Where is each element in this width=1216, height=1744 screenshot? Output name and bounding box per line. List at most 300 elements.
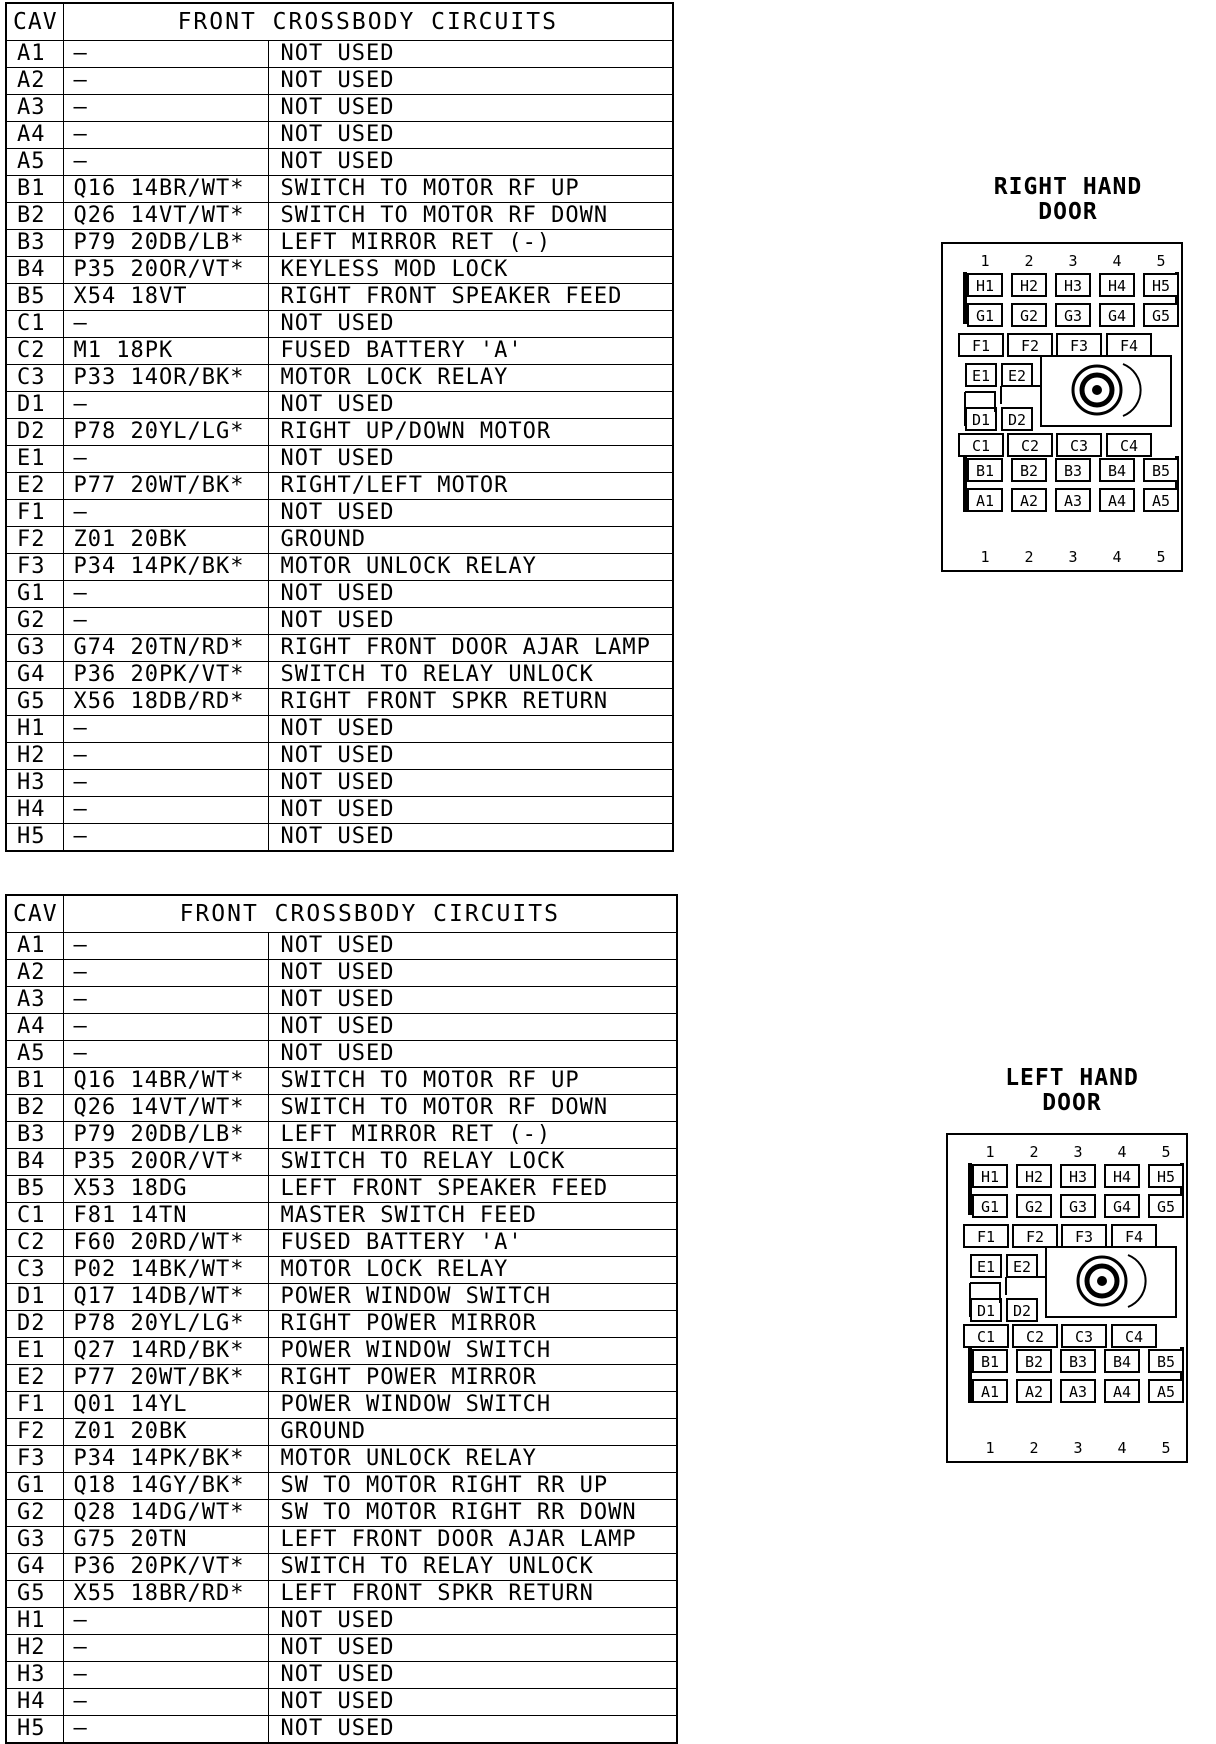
table-row	[6, 1500, 677, 1527]
cavity-pin	[1105, 1380, 1139, 1402]
column-number-label: 4	[1117, 1143, 1127, 1161]
table-row	[6, 1581, 677, 1608]
wire-cell: G74 20TN/RD*	[63, 635, 268, 662]
table-row	[6, 1041, 677, 1068]
cavity-cell: B3	[6, 230, 63, 257]
cavity-cell: A1	[6, 41, 63, 68]
table-row	[6, 1635, 677, 1662]
circuit-cell: NOT USED	[268, 743, 673, 770]
table-row	[6, 1527, 677, 1554]
cavity-cell: H4	[6, 797, 63, 824]
column-number-label: 4	[1117, 1439, 1127, 1457]
circuit-cell: LEFT FRONT SPKR RETURN	[268, 1581, 677, 1608]
table-row	[6, 1716, 677, 1744]
cavity-pin	[1100, 489, 1134, 511]
right-door-pinout-table	[5, 2, 674, 852]
column-number-label: 4	[1112, 252, 1122, 270]
table-row	[6, 68, 673, 95]
cavity-cell: F2	[6, 1419, 63, 1446]
circuit-cell: SW TO MOTOR RIGHT RR UP	[268, 1473, 677, 1500]
cavity-cell: C3	[6, 1257, 63, 1284]
table-row	[6, 365, 673, 392]
cavity-label: H2	[1024, 1168, 1044, 1186]
cavity-label: E1	[976, 1258, 996, 1276]
wire-cell: Z01 20BK	[63, 527, 268, 554]
table-row	[6, 1392, 677, 1419]
column-number-label: 1	[985, 1439, 995, 1457]
cavity-pin	[1061, 1350, 1095, 1372]
wire-cell: X56 18DB/RD*	[63, 689, 268, 716]
cavity-cell: D1	[6, 392, 63, 419]
cavity-cell: B2	[6, 203, 63, 230]
title-line-2: DOOR	[1038, 199, 1098, 225]
wire-cell: —	[63, 500, 268, 527]
cavity-label: E2	[1007, 367, 1027, 385]
cavity-cell: B4	[6, 257, 63, 284]
cavity-label: G1	[980, 1198, 1000, 1216]
cavity-cell: A5	[6, 149, 63, 176]
cavity-label: H1	[980, 1168, 1000, 1186]
cavity-label: B1	[980, 1353, 1000, 1371]
connector-face	[943, 244, 1185, 574]
table-row	[6, 1554, 677, 1581]
cavity-cell: F1	[6, 500, 63, 527]
cavity-pin	[1013, 1325, 1057, 1347]
cavity-pin	[1017, 1195, 1051, 1217]
column-number-label: 3	[1073, 1143, 1083, 1161]
cavity-label: F1	[971, 337, 991, 355]
cavity-cell: B5	[6, 1176, 63, 1203]
cavity-label: H5	[1151, 277, 1171, 295]
table-row	[6, 635, 673, 662]
bolt-center	[1092, 385, 1102, 395]
cavity-pin	[1056, 459, 1090, 481]
wire-cell: Q26 14VT/WT*	[63, 203, 268, 230]
circuit-cell: RIGHT POWER MIRROR	[268, 1311, 677, 1338]
column-number-label: 3	[1068, 252, 1078, 270]
wire-cell: F81 14TN	[63, 1203, 268, 1230]
wire-cell: P34 14PK/BK*	[63, 554, 268, 581]
table-row	[6, 1230, 677, 1257]
cavity-pin	[1002, 364, 1032, 386]
circuit-cell: GROUND	[268, 527, 673, 554]
cavity-label: G3	[1063, 307, 1083, 325]
table-row	[6, 473, 673, 500]
circuit-cell: RIGHT POWER MIRROR	[268, 1365, 677, 1392]
circuit-cell: NOT USED	[268, 960, 677, 987]
wire-cell: P34 14PK/BK*	[63, 1446, 268, 1473]
cavity-cell: B4	[6, 1149, 63, 1176]
circuit-cell: MOTOR UNLOCK RELAY	[268, 554, 673, 581]
table-row	[6, 1338, 677, 1365]
cavity-cell: C1	[6, 311, 63, 338]
circuit-cell: SWITCH TO MOTOR RF DOWN	[268, 203, 673, 230]
cavity-cell: G5	[6, 1581, 63, 1608]
table-row	[6, 1446, 677, 1473]
wire-cell: G75 20TN	[63, 1527, 268, 1554]
wire-cell: —	[63, 311, 268, 338]
cavity-label: C1	[971, 437, 991, 455]
column-number-label: 2	[1029, 1439, 1039, 1457]
cavity-cell: G1	[6, 1473, 63, 1500]
table-row	[6, 1149, 677, 1176]
table-row	[6, 1662, 677, 1689]
table-row	[6, 122, 673, 149]
wire-cell: P77 20WT/BK*	[63, 1365, 268, 1392]
cavity-cell: A2	[6, 960, 63, 987]
table-row	[6, 527, 673, 554]
cavity-pin	[971, 1299, 1001, 1321]
wire-cell: M1 18PK	[63, 338, 268, 365]
table-row	[6, 987, 677, 1014]
wire-cell: Q28 14DG/WT*	[63, 1500, 268, 1527]
cavity-label: D2	[1007, 411, 1027, 429]
cavity-pin	[1105, 1350, 1139, 1372]
cavity-pin	[973, 1350, 1007, 1372]
wire-cell: X53 18DG	[63, 1176, 268, 1203]
table-row	[6, 608, 673, 635]
circuit-cell: SWITCH TO RELAY UNLOCK	[268, 1554, 677, 1581]
column-number-label: 3	[1073, 1439, 1083, 1457]
cavity-pin	[1017, 1165, 1051, 1187]
cavity-label: F3	[1069, 337, 1089, 355]
wire-cell: F60 20RD/WT*	[63, 1230, 268, 1257]
table-row	[6, 257, 673, 284]
circuit-cell: NOT USED	[268, 1689, 677, 1716]
cavity-pin	[1144, 304, 1178, 326]
circuit-cell: NOT USED	[268, 1635, 677, 1662]
table-row	[6, 230, 673, 257]
cavity-cell: H3	[6, 1662, 63, 1689]
circuit-cell: NOT USED	[268, 500, 673, 527]
cavity-pin	[1112, 1225, 1156, 1247]
table-body	[6, 933, 677, 1744]
table-row	[6, 1257, 677, 1284]
cavity-label: A2	[1024, 1383, 1044, 1401]
cavity-cell: H2	[6, 1635, 63, 1662]
column-number-label: 5	[1161, 1439, 1171, 1457]
circuit-cell: POWER WINDOW SWITCH	[268, 1338, 677, 1365]
cavity-pin	[1100, 274, 1134, 296]
cavity-cell: E2	[6, 1365, 63, 1392]
circuit-cell: NOT USED	[268, 122, 673, 149]
wire-cell: —	[63, 581, 268, 608]
cavity-label: B3	[1063, 462, 1083, 480]
cavity-label: G4	[1107, 307, 1127, 325]
table-row	[6, 689, 673, 716]
cavity-label: B1	[975, 462, 995, 480]
circuit-cell: NOT USED	[268, 149, 673, 176]
cavity-cell: H5	[6, 1716, 63, 1744]
cavity-pin	[1107, 434, 1151, 456]
circuit-cell: NOT USED	[268, 824, 673, 852]
connector-face	[948, 1135, 1190, 1465]
cavity-label: B2	[1024, 1353, 1044, 1371]
right-door-connector-diagram	[941, 242, 1183, 572]
wire-cell: —	[63, 1014, 268, 1041]
cavity-label: D1	[976, 1302, 996, 1320]
cavity-label: F4	[1124, 1228, 1144, 1246]
cavity-pin	[966, 364, 996, 386]
wire-cell: —	[63, 1662, 268, 1689]
cavity-label: G5	[1151, 307, 1171, 325]
latch-bar	[968, 1347, 972, 1403]
cavity-cell: A4	[6, 122, 63, 149]
circuit-cell: NOT USED	[268, 933, 677, 960]
cavity-pin	[971, 1255, 1001, 1277]
bolt-arc	[1123, 364, 1141, 416]
cavity-cell: B1	[6, 176, 63, 203]
cavity-cell: A1	[6, 933, 63, 960]
cavity-pin	[959, 434, 1003, 456]
wire-cell: Q16 14BR/WT*	[63, 1068, 268, 1095]
title-line-2: DOOR	[1042, 1090, 1102, 1116]
cavity-cell: H4	[6, 1689, 63, 1716]
circuit-cell: NOT USED	[268, 1014, 677, 1041]
cavity-label: G2	[1019, 307, 1039, 325]
cavity-pin	[1062, 1325, 1106, 1347]
cavity-cell: H3	[6, 770, 63, 797]
wire-cell: —	[63, 770, 268, 797]
cavity-cell: G3	[6, 1527, 63, 1554]
circuit-cell: NOT USED	[268, 311, 673, 338]
circuit-cell: NOT USED	[268, 68, 673, 95]
column-number-label: 1	[985, 1143, 995, 1161]
cavity-pin	[1149, 1350, 1183, 1372]
cavity-label: C3	[1074, 1328, 1094, 1346]
cavity-cell: D2	[6, 1311, 63, 1338]
table-row	[6, 1365, 677, 1392]
cavity-pin	[968, 459, 1002, 481]
cavity-pin	[1002, 408, 1032, 430]
table-row	[6, 1122, 677, 1149]
wire-cell: P77 20WT/BK*	[63, 473, 268, 500]
wire-cell: P36 20PK/VT*	[63, 1554, 268, 1581]
cavity-pin	[968, 304, 1002, 326]
cavity-label: D2	[1012, 1302, 1032, 1320]
table-row	[6, 933, 677, 960]
cavity-pin	[973, 1380, 1007, 1402]
circuit-cell: FUSED BATTERY 'A'	[268, 338, 673, 365]
latch-bar	[968, 1163, 972, 1215]
wire-cell: —	[63, 824, 268, 852]
wire-cell: P35 20OR/VT*	[63, 1149, 268, 1176]
wire-cell: —	[63, 608, 268, 635]
cavity-label: D1	[971, 411, 991, 429]
cavity-label: G3	[1068, 1198, 1088, 1216]
cavity-pin	[1062, 1225, 1106, 1247]
cavity-label: B2	[1019, 462, 1039, 480]
circuit-cell: SWITCH TO MOTOR RF DOWN	[268, 1095, 677, 1122]
cavity-label: B5	[1156, 1353, 1176, 1371]
cavity-label: B4	[1107, 462, 1127, 480]
wire-cell: Q01 14YL	[63, 1392, 268, 1419]
cavity-pin	[1149, 1165, 1183, 1187]
cavity-pin	[1061, 1195, 1095, 1217]
cavity-cell: C1	[6, 1203, 63, 1230]
table-row	[6, 1095, 677, 1122]
circuit-cell: KEYLESS MOD LOCK	[268, 257, 673, 284]
wire-cell: —	[63, 1716, 268, 1744]
cavity-cell: G2	[6, 1500, 63, 1527]
column-number-label: 1	[980, 252, 990, 270]
cavity-cell: F3	[6, 1446, 63, 1473]
bolt-center	[1097, 1276, 1107, 1286]
cavity-cell: H1	[6, 1608, 63, 1635]
cavity-cell: A4	[6, 1014, 63, 1041]
cavity-pin	[1012, 304, 1046, 326]
cavity-label: A1	[980, 1383, 1000, 1401]
cavity-label: H3	[1068, 1168, 1088, 1186]
cavity-pin	[1100, 459, 1134, 481]
table-row	[6, 1284, 677, 1311]
cavity-pin	[964, 1325, 1008, 1347]
circuit-cell: NOT USED	[268, 716, 673, 743]
cavity-cell: H5	[6, 824, 63, 852]
circuit-cell: MASTER SWITCH FEED	[268, 1203, 677, 1230]
cavity-label: A1	[975, 492, 995, 510]
cavity-label: G5	[1156, 1198, 1176, 1216]
wire-cell: —	[63, 122, 268, 149]
latch-bar	[963, 456, 967, 512]
bolt-arc	[1128, 1255, 1146, 1307]
wire-cell: P79 20DB/LB*	[63, 1122, 268, 1149]
cavity-pin	[1056, 274, 1090, 296]
cavity-cell: C3	[6, 365, 63, 392]
table-row	[6, 554, 673, 581]
cavity-pin	[1056, 304, 1090, 326]
cavity-cell: D2	[6, 419, 63, 446]
cavity-label: A4	[1112, 1383, 1132, 1401]
cavity-label: H3	[1063, 277, 1083, 295]
cavity-pin	[1007, 1299, 1037, 1321]
cavity-pin	[1149, 1380, 1183, 1402]
wire-cell: —	[63, 797, 268, 824]
cavity-cell: B5	[6, 284, 63, 311]
cavity-cell: B3	[6, 1122, 63, 1149]
circuit-cell: NOT USED	[268, 1608, 677, 1635]
table-row	[6, 203, 673, 230]
cav-header: CAV	[6, 895, 63, 933]
title-line-1: LEFT HAND	[1005, 1065, 1139, 1091]
cavity-cell: C2	[6, 338, 63, 365]
cavity-cell: G4	[6, 1554, 63, 1581]
circuit-cell: LEFT MIRROR RET (-)	[268, 230, 673, 257]
circuit-cell: LEFT FRONT DOOR AJAR LAMP	[268, 1527, 677, 1554]
circuit-cell: POWER WINDOW SWITCH	[268, 1392, 677, 1419]
circuit-cell: NOT USED	[268, 1041, 677, 1068]
title-line-1: RIGHT HAND	[993, 174, 1143, 200]
cavity-pin	[966, 408, 996, 430]
cavity-label: E2	[1012, 1258, 1032, 1276]
circuit-cell: RIGHT FRONT DOOR AJAR LAMP	[268, 635, 673, 662]
circuit-cell: MOTOR UNLOCK RELAY	[268, 1446, 677, 1473]
wire-cell: —	[63, 1689, 268, 1716]
cavity-pin	[1017, 1350, 1051, 1372]
cavity-label: A3	[1068, 1383, 1088, 1401]
cavity-label: H4	[1107, 277, 1127, 295]
cavity-cell: H1	[6, 716, 63, 743]
circuit-cell: NOT USED	[268, 95, 673, 122]
cavity-label: A4	[1107, 492, 1127, 510]
wire-cell: P02 14BK/WT*	[63, 1257, 268, 1284]
table-title: FRONT CROSSBODY CIRCUITS	[63, 895, 677, 933]
circuit-cell: NOT USED	[268, 446, 673, 473]
cavity-label: H2	[1019, 277, 1039, 295]
table-row	[6, 1473, 677, 1500]
circuit-cell: MOTOR LOCK RELAY	[268, 365, 673, 392]
cavity-cell: G4	[6, 662, 63, 689]
table-row	[6, 500, 673, 527]
cavity-pin	[1105, 1165, 1139, 1187]
table-row	[6, 392, 673, 419]
cavity-pin	[1057, 334, 1101, 356]
circuit-cell: SW TO MOTOR RIGHT RR DOWN	[268, 1500, 677, 1527]
table-row	[6, 284, 673, 311]
wire-cell: P79 20DB/LB*	[63, 230, 268, 257]
latch-bar	[963, 272, 967, 324]
cavity-cell: G3	[6, 635, 63, 662]
circuit-cell: LEFT MIRROR RET (-)	[268, 1122, 677, 1149]
wire-cell: —	[63, 716, 268, 743]
cavity-pin	[1061, 1380, 1095, 1402]
cavity-pin	[1149, 1195, 1183, 1217]
cavity-cell: G1	[6, 581, 63, 608]
cavity-label: C3	[1069, 437, 1089, 455]
cavity-label: B3	[1068, 1353, 1088, 1371]
cavity-pin	[973, 1165, 1007, 1187]
cavity-cell: A2	[6, 68, 63, 95]
cavity-label: H5	[1156, 1168, 1176, 1186]
cavity-cell: F3	[6, 554, 63, 581]
left-door-connector-diagram	[946, 1133, 1188, 1463]
table-row	[6, 95, 673, 122]
circuit-cell: SWITCH TO MOTOR RF UP	[268, 1068, 677, 1095]
cavity-pin	[973, 1195, 1007, 1217]
cavity-pin	[1057, 434, 1101, 456]
circuit-cell: RIGHT FRONT SPKR RETURN	[268, 689, 673, 716]
column-number-label: 5	[1156, 548, 1166, 566]
cavity-pin	[1007, 1255, 1037, 1277]
wire-cell: —	[63, 392, 268, 419]
wire-cell: X55 18BR/RD*	[63, 1581, 268, 1608]
cavity-label: F3	[1074, 1228, 1094, 1246]
cavity-cell: D1	[6, 1284, 63, 1311]
cavity-label: E1	[971, 367, 991, 385]
circuit-cell: SWITCH TO RELAY UNLOCK	[268, 662, 673, 689]
wire-cell: —	[63, 41, 268, 68]
left-door-pinout-table	[5, 894, 678, 1744]
cavity-cell: G5	[6, 689, 63, 716]
circuit-cell: LEFT FRONT SPEAKER FEED	[268, 1176, 677, 1203]
wire-cell: —	[63, 149, 268, 176]
cavity-pin	[964, 1225, 1008, 1247]
cavity-pin	[1012, 459, 1046, 481]
wire-cell: Q27 14RD/BK*	[63, 1338, 268, 1365]
cavity-pin	[1144, 459, 1178, 481]
table-row	[6, 311, 673, 338]
cavity-label: H1	[975, 277, 995, 295]
wire-cell: —	[63, 933, 268, 960]
wire-cell: —	[63, 1041, 268, 1068]
circuit-cell: NOT USED	[268, 41, 673, 68]
table-row	[6, 1419, 677, 1446]
left-door-title	[972, 1066, 1172, 1116]
cavity-label: F1	[976, 1228, 996, 1246]
wire-cell: Q18 14GY/BK*	[63, 1473, 268, 1500]
table-row	[6, 716, 673, 743]
table-row	[6, 419, 673, 446]
